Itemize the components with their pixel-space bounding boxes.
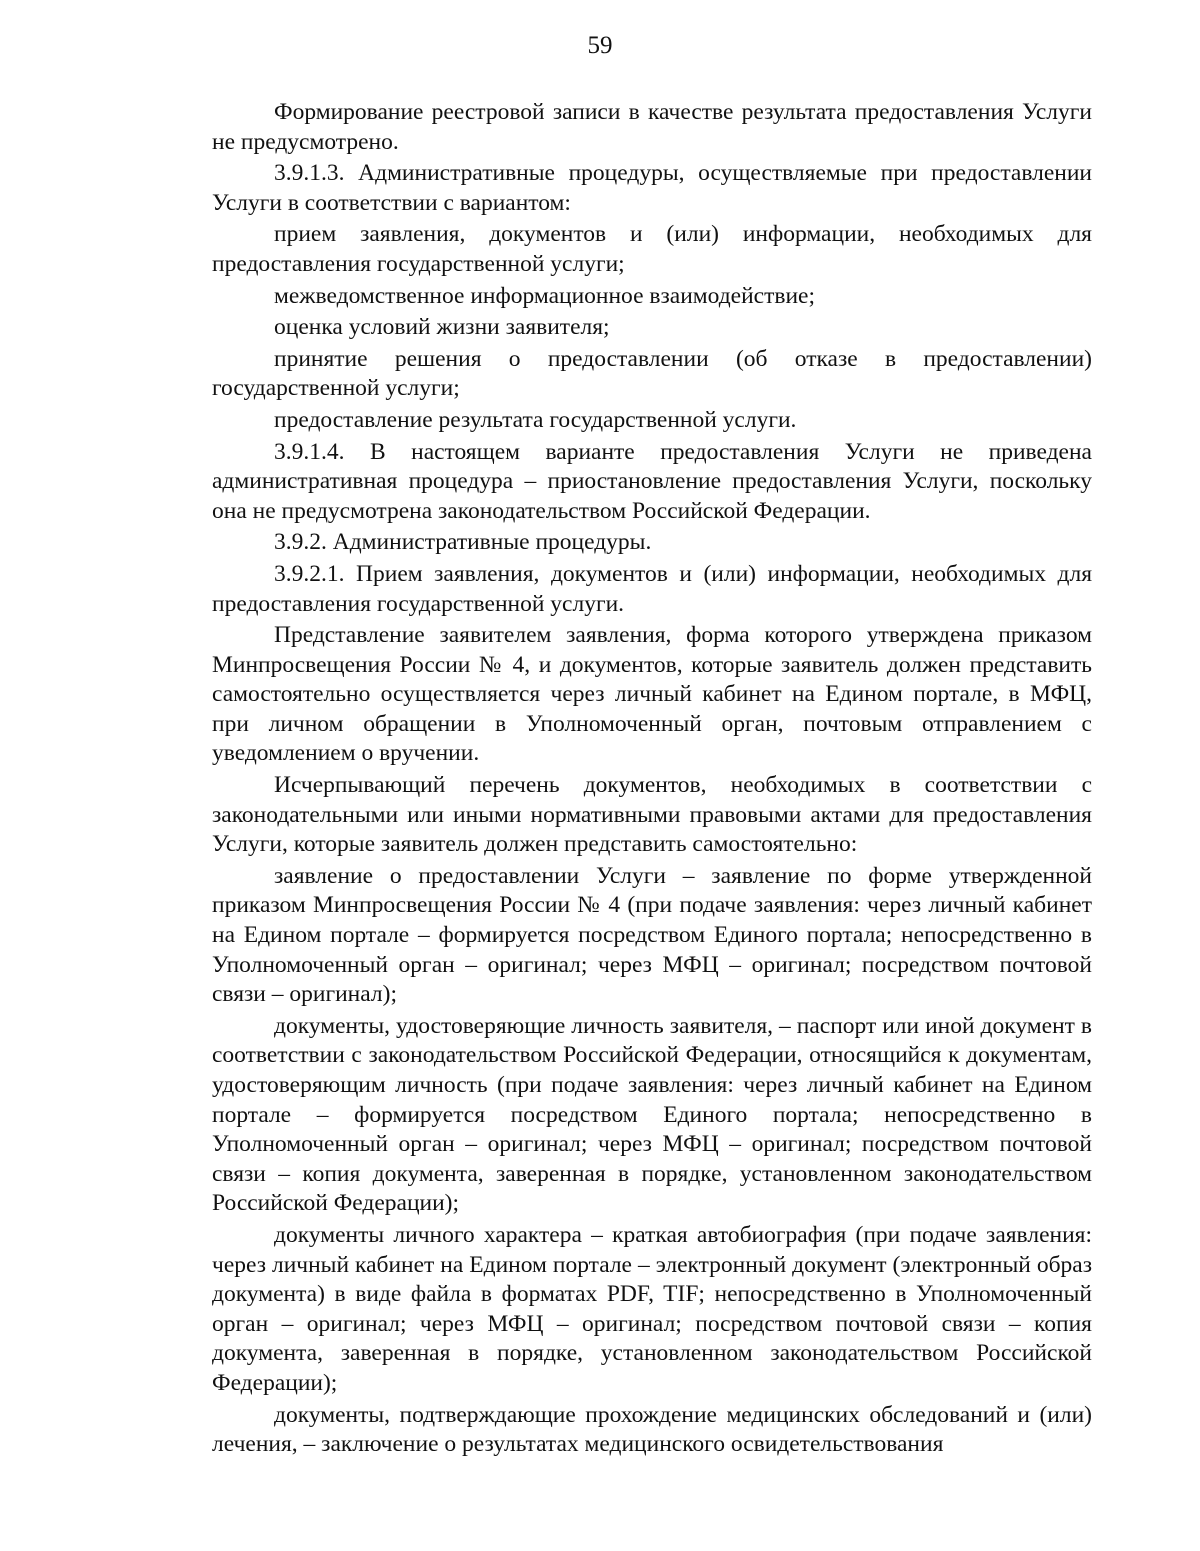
- list-item-decision: принятие решения о предоставлении (об отказе в предоставлении) государственной услуги;: [212, 345, 1092, 402]
- paragraph-documents-list-intro: Исчерпывающий перечень документов, необходимых в соответствии с законодательными или иными нормативными правовыми актами для предоставления Услуги, которые заявитель должен представить самостоятельно:: [212, 772, 1092, 858]
- paragraph-3-9-2-1: 3.9.2.1. Прием заявления, документов и (или) информации, необходимых для предоставления государственной услуги.: [212, 560, 1092, 617]
- paragraph-registry-record: Формирование реестровой записи в качестве результата предоставления Услуги не предусмотрено.: [212, 99, 1092, 155]
- list-item-result-delivery: предоставление результата государственной услуги.: [274, 406, 797, 433]
- paragraph-3-9-1-3: 3.9.1.3. Административные процедуры, осуществляемые при предоставлении Услуги в соответствии с вариантом:: [212, 160, 1092, 216]
- list-item-application-form: заявление о предоставлении Услуги – заявление по форме утвержденной приказом Минпросвещения России № 4 (при подаче заявления: через личный кабинет на Едином портале – формируется посредством Единого портала; непосредственно в Уполномоченный орган – оригинал; через МФЦ – оригинал; посредством почтовой связи – оригинал);: [212, 862, 1092, 1008]
- list-item-application-intake: прием заявления, документов и (или) информации, необходимых для предоставления государственной услуги;: [212, 221, 1092, 277]
- paragraph-submission: Представление заявителем заявления, форма которого утверждена приказом Минпросвещения России № 4, и документов, которые заявитель должен представить самостоятельно осуществляется через личный кабинет на Едином портале, в МФЦ, при личном обращении в Уполномоченный орган, почтовым отправлением с уведомлением о вручении.: [212, 622, 1092, 767]
- paragraph-3-9-1-4: 3.9.1.4. В настоящем варианте предоставления Услуги не приведена административная процедура – приостановление предоставления Услуги, поскольку она не предусмотрена законодательством Российской Федерации.: [212, 438, 1092, 524]
- list-item-medical-documents: документы, подтверждающие прохождение медицинских обследований и (или) лечения, – заключение о результатах медицинского освидетельствования: [212, 1401, 1092, 1458]
- list-item-interagency-interaction: межведомственное информационное взаимодействие;: [274, 282, 816, 309]
- list-item-personal-documents: документы личного характера – краткая автобиография (при подаче заявления: через личный кабинет на Едином портале – электронный документ (электронный образ документа) в виде файла в форматах PDF, TIF; непосредственно в Уполномоченный орган – оригинал; через МФЦ – оригинал; посредством почтовой связи – копия документа, заверенная в порядке, установленном законодательством Российской Федерации);: [212, 1221, 1092, 1396]
- page-number: 59: [587, 32, 613, 59]
- heading-3-9-2: 3.9.2. Административные процедуры.: [274, 529, 652, 556]
- document-body: [212, 98, 1092, 1462]
- list-item-identity-documents: документы, удостоверяющие личность заявителя, – паспорт или иной документ в соответствии с законодательством Российской Федерации, относящийся к документам, удостоверяющим личность (при подаче заявления: через личный кабинет на Едином портале – формируется посредством Единого портала; непосредственно в Уполномоченный орган – оригинал; через МФЦ – оригинал; посредством почтовой связи – копия документа, заверенная в порядке, установленном законодательством Российской Федерации);: [212, 1012, 1092, 1217]
- list-item-living-conditions: оценка условий жизни заявителя;: [274, 314, 610, 341]
